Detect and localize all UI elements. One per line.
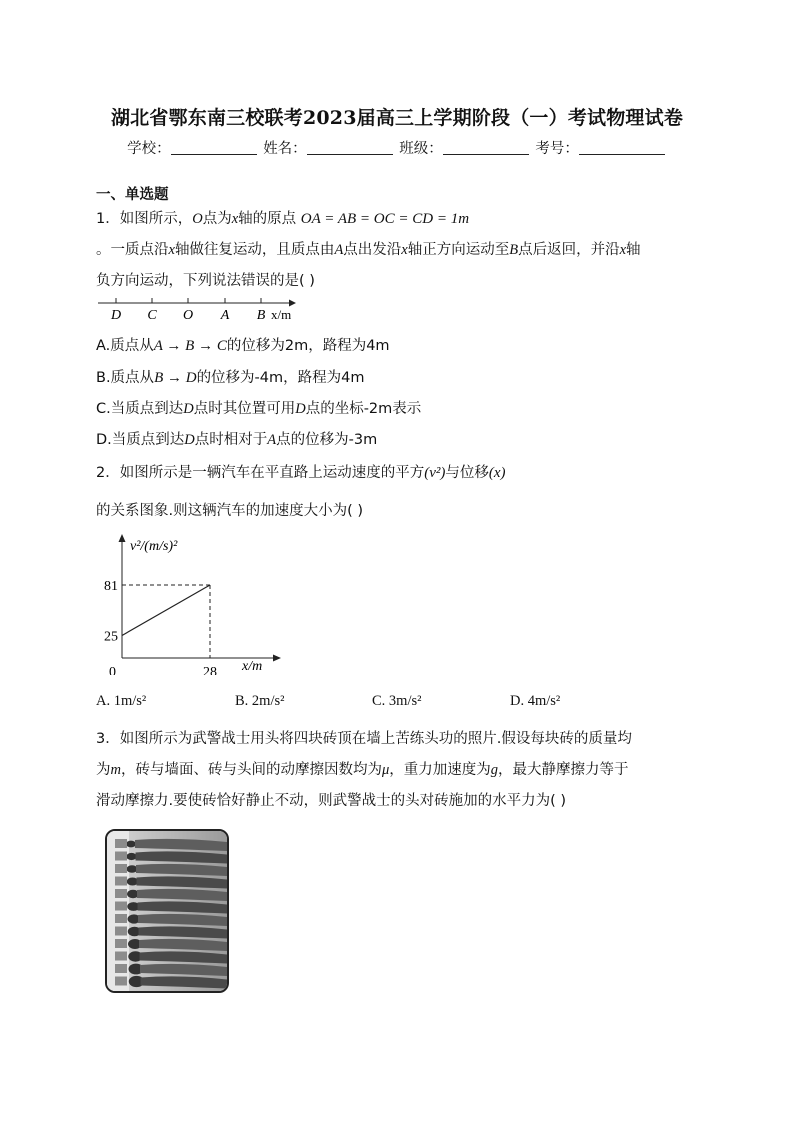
q1-prefix: 1．如图所示， [96, 211, 193, 227]
q1-text: 点出发沿 [343, 242, 402, 258]
q1-option-b[interactable] [96, 366, 365, 387]
q1-x: x [619, 242, 627, 258]
q1-text: 。一质点沿 [96, 242, 169, 258]
q1-line3: 负方向运动，下列说法错误的是( ) [96, 273, 315, 289]
q1-option-d-text: 点时相对于 [194, 432, 268, 448]
q1-option-d[interactable] [96, 428, 377, 449]
q1-option-d-text: 点的位移为-3m [276, 432, 378, 448]
q2-text: 2．如图所示是一辆汽车在平直路上运动速度的平方 [96, 465, 425, 481]
chart-xtick-label: 28 [203, 665, 217, 675]
exam-number-blank[interactable] [579, 141, 665, 155]
q1-a: A [334, 242, 344, 258]
chart-xlabel: x/m [242, 659, 263, 674]
section-title: 一、单选题 [96, 187, 169, 203]
axis-label-a: A [220, 308, 230, 323]
q1-o: O [192, 211, 203, 227]
brick [115, 939, 127, 948]
brick [115, 952, 127, 961]
q1-x: x [168, 242, 175, 258]
school-label: 学校： [127, 141, 171, 157]
soldier-head [126, 841, 136, 848]
q1-number-line [96, 295, 306, 323]
q1-mid: 点为 [202, 211, 232, 227]
brick [115, 927, 127, 936]
class-label: 班级： [399, 141, 443, 157]
chart-x-arrow [273, 655, 281, 662]
q1-option-c-text: 点时其位置可用 [193, 401, 296, 417]
q1-mid2: 轴的原点 [238, 211, 297, 227]
axis-arrow [289, 300, 296, 307]
q2-option-b[interactable]: B. 2m/s² [235, 693, 285, 709]
q1-option-c-text: C.当质点到达 [96, 401, 184, 417]
q1-text: 轴做往复运动，且质点由 [174, 242, 335, 258]
q1-option-a-text: 的位移为2m，路程为4m [226, 338, 390, 354]
q1-line2 [96, 238, 641, 259]
q1-line1 [96, 207, 469, 228]
soldiers-photo-illustration [107, 831, 227, 991]
brick [115, 864, 127, 873]
soldier-head [127, 865, 138, 873]
chart-ytick-label: 81 [104, 579, 118, 594]
brick [115, 964, 127, 973]
q1-option-b-text: 的位移为-4m，路程为4m [196, 370, 365, 386]
axis-label-b: B [256, 308, 266, 323]
q1-d: D [184, 432, 195, 448]
q1-option-d-text: D.当质点到达 [96, 432, 185, 448]
q1-x: x [231, 211, 239, 227]
chart-ylabel: v²/(m/s)² [130, 539, 178, 554]
q1-option-a-text: A.质点从 [96, 338, 154, 354]
brick [115, 902, 127, 911]
q1-text: 点后返回，并沿 [518, 242, 620, 258]
q1-option-c-text: 点的坐标-2m表示 [305, 401, 422, 417]
q3-photo [105, 829, 229, 993]
chart-xtick-label: 0 [109, 665, 116, 675]
q1-option-b-text: B.质点从 [96, 370, 155, 386]
class-blank[interactable] [443, 141, 529, 155]
q1-option-a-path: A → B → C [153, 338, 227, 354]
brick [115, 977, 127, 986]
q2-text: 与位移 [445, 465, 489, 481]
axis-unit: x/m [271, 307, 292, 322]
page-title: 湖北省鄂东南三校联考2023届高三上学期阶段（一）考试物理试卷 [110, 107, 684, 129]
axis-label-o: O [182, 308, 194, 323]
q3-m: m [110, 762, 121, 778]
exam-number-label: 考号： [535, 141, 579, 157]
q1-d: D [183, 401, 194, 417]
brick [115, 877, 127, 886]
brick [115, 914, 127, 923]
axis-label-c: C [147, 308, 157, 323]
q2-option-d[interactable]: D. 4m/s² [510, 693, 561, 709]
chart-ytick-label: 25 [104, 629, 118, 645]
q1-equation: OA = AB = OC = CD = 1m [300, 211, 470, 227]
school-blank[interactable] [171, 141, 257, 155]
q1-option-a[interactable] [96, 334, 390, 355]
q1-x: x [401, 242, 408, 258]
q2-v-squared: (v²) [424, 465, 446, 481]
q2-option-c[interactable]: C. 3m/s² [372, 693, 422, 709]
chart-series-line [122, 585, 210, 635]
q3-mu: μ [381, 762, 390, 778]
q1-option-b-path: B → D [154, 370, 197, 386]
q3-line1: 3．如图所示为武警战士用头将四块砖顶在墙上苦练头功的照片.假设每块砖的质量均 [96, 731, 632, 747]
q3-g: g [490, 762, 499, 778]
name-label: 姓名： [263, 141, 307, 157]
q2-line2: 的关系图象.则这辆汽车的加速度大小为( ) [96, 503, 364, 519]
q2-option-a[interactable]: A. 1m/s² [96, 693, 147, 709]
q1-text: 轴正方向运动至 [407, 242, 510, 258]
q2-x: (x) [488, 465, 506, 481]
q1-b: B [509, 242, 519, 258]
brick [115, 889, 127, 898]
q2-chart [100, 530, 290, 675]
q1-a: A [267, 432, 277, 448]
q3-text: 为 [96, 762, 111, 778]
q1-d: D [295, 401, 306, 417]
brick [115, 839, 127, 848]
brick [115, 852, 127, 861]
student-info-line [0, 137, 794, 158]
q3-line2 [96, 758, 629, 779]
q2-line1 [96, 461, 506, 482]
q3-text: ，最大静摩擦力等于 [498, 762, 629, 778]
soldier-head [126, 853, 137, 860]
name-blank[interactable] [307, 141, 393, 155]
q3-text: ，砖与墙面、砖与头间的动摩擦因数均为 [120, 762, 382, 778]
axis-label-d: D [110, 308, 122, 323]
q1-text: 轴 [626, 242, 641, 258]
q3-text: ，重力加速度为 [389, 762, 491, 778]
q3-line3: 滑动摩擦力.要使砖恰好静止不动，则武警战士的头对砖施加的水平力为( ) [96, 793, 567, 809]
q1-option-c[interactable] [96, 397, 421, 418]
chart-y-arrow [119, 534, 126, 542]
